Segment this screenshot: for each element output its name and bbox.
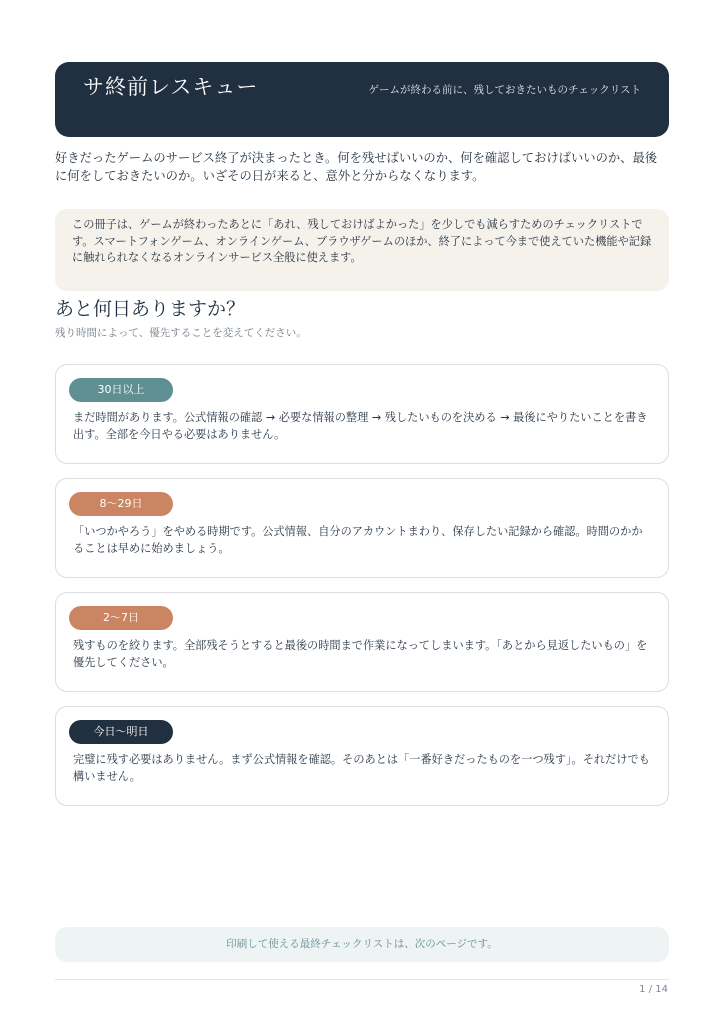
timeframe-card-30-plus [55, 364, 669, 464]
timeframe-card-8-29 [55, 478, 669, 578]
section-title: あと何日ありますか？ [55, 298, 246, 320]
timeframe-card-2-7 [55, 592, 669, 692]
page-number: 1 / 14 [639, 984, 668, 995]
timeframe-text: まだ時間があります。公式情報の確認 → 必要な情報の整理 → 残したいものを決める → 最後にやりたいことを書き出す。全部を今日やる必要はありません。 [73, 411, 648, 441]
notice-text: この冊子は、ゲームが終わったあとに「あれ、残しておけばよかった」を少しでも減らすためのチェックリストです。スマートフォンゲーム、オンラインゲーム、ブラウザゲームのほか、終了によって今まで使えていた機能や記録に触れられなくなるオンラインサービス全般に使えます。 [72, 218, 652, 264]
header-banner [55, 62, 669, 137]
timeframe-card-today [55, 706, 669, 806]
notice-box [55, 209, 669, 291]
intro-paragraph: 好きだったゲームのサービス終了が決まったとき。何を残せばいいのか、何を確認しておけばいいのか、最後に何をしておきたいのか。いざその日が来ると、意外と分からなくなります。 [55, 151, 658, 183]
timeframe-badge: 8〜29日 [69, 492, 173, 516]
section-subtitle: 残り時間によって、優先することを変えてください。 [55, 327, 307, 339]
footer-note: 印刷して使える最終チェックリストは、次のページです。 [55, 927, 669, 962]
timeframe-text: 残すものを絞ります。全部残そうとすると最後の時間まで作業になってしまいます。「あとから見返したいもの」を優先してください。 [73, 639, 648, 669]
document-subtitle: ゲームが終わる前に、残しておきたいものチェックリスト [368, 84, 641, 96]
footer-divider [55, 979, 669, 980]
timeframe-text: 完璧に残す必要はありません。まず公式情報を確認。そのあとは「一番好きだったものを一つ残す」。それだけでも構いません。 [73, 753, 650, 783]
timeframe-badge: 今日〜明日 [69, 720, 173, 744]
document-title: サ終前レスキュー [83, 75, 259, 99]
timeframe-text: 「いつかやろう」をやめる時期です。公式情報、自分のアカウントまわり、保存したい記録から確認。時間のかかることは早めに始めましょう。 [73, 525, 643, 555]
timeframe-badge: 2〜7日 [69, 606, 173, 630]
timeframe-badge: 30日以上 [69, 378, 173, 402]
